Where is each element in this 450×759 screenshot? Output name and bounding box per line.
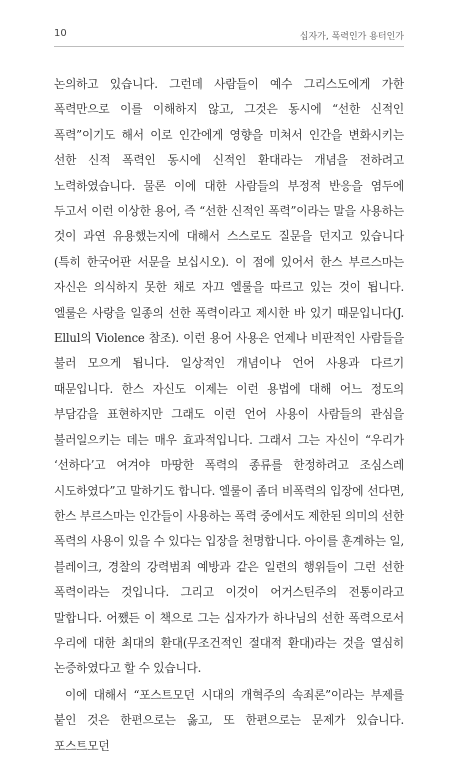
- header-divider: [54, 46, 404, 47]
- paragraph-1: 논의하고 있습니다. 그런데 사람들이 예수 그리스도에게 가한 폭력만으로 이를 이해하지 않고, 그것은 동시에 “선한 신적인 폭력”이기도 해서 이로 인간에게 영향을 미쳐서 인간을 변화시키는 선한 신적 폭력인 동시에 신적인 환대라는 개념을 전하려고 노력하였습니다. 물론 이에 대한 사람들의 부정적 반응을 염두에 두고서 이런 이상한 용어, 즉 “선한 신적인 폭력”이라는 말을 사용하는 것이 과연 유용했는지에 대해서 스스로도 질문을 던지고 있습니다(특히 한국어판 서문을 보십시오). 이 점에 있어서 한스 부르스마는 자신은 의식하지 못한 채로 자끄 엘룰을 따르고 있는 것이 됩니다. 엘룰은 사랑을 일종의 선한 폭력이라고 제시한 바 있기 때문입니다(J. Ellul의 Violence 참조). 이런 용어 사용은 언제나 비판적인 사람들을 불러 모으게 됩니다. 일상적인 개념이나 언어 사용과 다르기 때문입니다. 한스 자신도 이제는 이런 용법에 대해 어느 정도의 부담감을 표현하지만 그래도 이런 언어 사용이 사람들의 관심을 불러일으키는 데는 매우 효과적입니다. 그래서 그는 자신이 “우리가 ‘선하다’고 여겨야 마땅한 폭력의 종류를 한정하려고 조심스레 시도하였다”고 말하기도 합니다. 엘룰이 좀더 비폭력의 입장에 선다면, 한스 부르스마는 인간들이 사용하는 폭력 중에서도 제한된 의미의 선한 폭력의 사용이 있을 수 있다는 입장을 천명합니다. 아이를 훈계하는 일, 블레이크, 경찰의 강력범죄 예방과 같은 일련의 행위들이 그런 선한 폭력이라는 것입니다. 그리고 이것이 어거스틴주의 전통이라고 말합니다. 어쨌든 이 책으로 그는 십자가가 하나님의 선한 폭력으로서 우리에 대한 최대의 환대(무조건적인 절대적 환대)라는 것을 열심히 논증하였다고 할 수 있습니다.: [54, 77, 404, 676]
- running-header-title: 십자가, 폭력인가 용터인가: [299, 32, 404, 42]
- body-text: [54, 72, 404, 759]
- page-number: 10: [54, 28, 67, 39]
- paragraph-2: 이에 대해서 “포스트모던 시대의 개혁주의 속죄론”이라는 부제를 붙인 것은 한편으로는 옳고, 또 한편으로는 문제가 있습니다. 포스트모던: [54, 687, 404, 753]
